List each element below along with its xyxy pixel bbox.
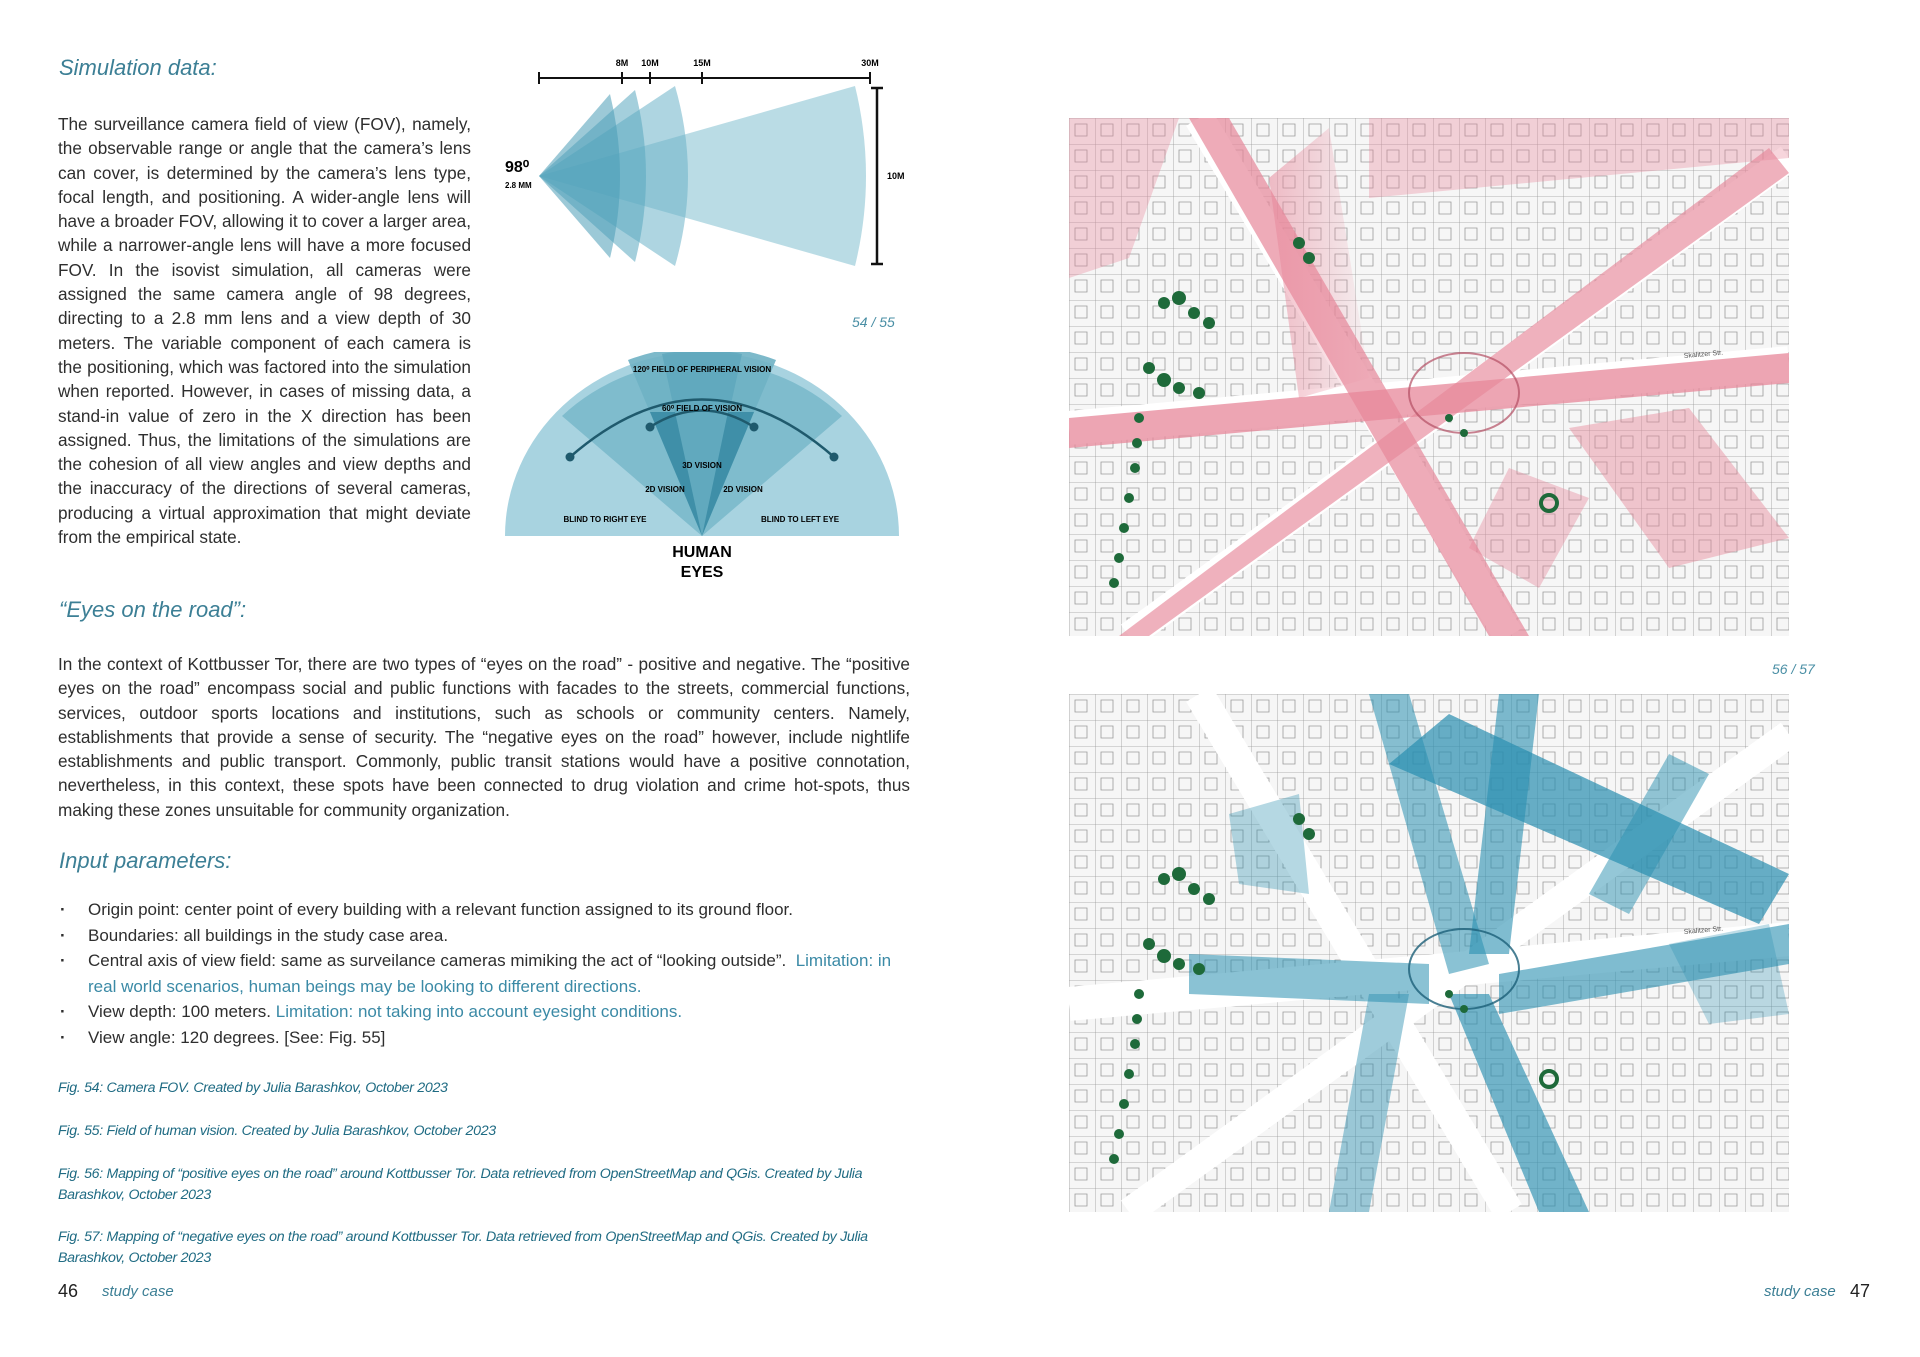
blind-right-label: BLIND TO RIGHT EYE [563,515,647,524]
input-parameters-list [58,897,918,1050]
caption-fig57: Fig. 57: Mapping of “negative eyes on the road” around Kottbusser Tor. Data retrieved from OpenStreetMap and QGis. Created by Julia Barashkov, October 2023 [58,1229,868,1266]
simulation-paragraph: The surveillance camera field of view (FOV), namely, the observable range or angle that the camera’s lens can cover, is determined by the camera’s lens type, focal length, and positioning. A wider-angle lens will have a broader FOV, allowing it to cover a larger area, while a narrower-angle lens will have a more focused FOV. In the isovist simulation, all cameras were assigned the same camera angle of 98 degrees, directing to a 2.8 mm lens and a view depth of 30 meters. The variable component of each camera is the positioning, which was factored into the simulation when reported. However, in cases of missing data, a stand-in value of zero in the X direction has been assigned. Thus, the limitations of the simulations are the cohesion of all view angles and view depths and the inaccuracy of the directions of several cameras, producing a virtual approximation that might deviate from the empirical state. [58,114,471,548]
vision3d-label: 3D VISION [682,461,722,470]
peripheral-label: 120⁰ FIELD OF PERIPHERAL VISION [632,365,772,374]
distance-label-30m: 30M [861,58,879,68]
figure-ref-54-55: 54 / 55 [852,314,895,330]
footer-label-left: study case [102,1283,174,1300]
negative-eyes-map [1069,694,1789,1212]
positive-eyes-map [1069,118,1789,636]
vision2d-left-label: 2D VISION [645,485,685,494]
eyes-on-road-paragraph: In the context of Kottbusser Tor, there are two types of “eyes on the road” - positive and negative. The “positive eyes on the road” encompass social and public functions with facades to the streets, commercial functions, services, outdoor sports locations and institutions, such as schools or community centers. Namely, establishments that provide a sense of security. The “negative eyes on the road” however, include nightlife establishments and public transport. Commonly, public transit stations would have a positive connotation, nevertheless, in this context, these spots have been connected to drug violation and crime hot-spots, thus making these zones unsuitable for community organization. [58,654,910,820]
street-label: Skalitzer Str. [1683,349,1724,360]
human-vision-diagram [500,352,905,592]
footer-label-right: study case [1764,1283,1836,1300]
eyes-on-road-heading: “Eyes on the road”: [59,597,247,622]
street-label: Skalitzer Str. [1683,925,1724,936]
arc-end-dot [750,423,759,432]
caption-fig55: Fig. 55: Field of human vision. Created by Julia Barashkov, October 2023 [58,1123,496,1139]
camera-fov-diagram [495,50,915,275]
lens-label: 2.8 MM [505,181,532,190]
caption-fig54: Fig. 54: Camera FOV. Created by Julia Barashkov, October 2023 [58,1080,448,1096]
human-eyes-title-line2: EYES [680,564,724,581]
fov-angle-label: 98⁰ [505,159,530,176]
field60-label: 60⁰ FIELD OF VISION [661,404,743,413]
arc-end-dot [566,453,575,462]
list-item: · View depth: 100 meters. Limitation: not taking into account eyesight conditions. [58,999,918,1025]
figure-ref-56-57: 56 / 57 [1772,661,1815,677]
distance-label-10m: 10M [641,58,659,68]
limitation-note: Limitation: in real world scenarios, human beings may be looking to different directions. [88,951,892,996]
input-parameters-heading: Input parameters: [59,848,232,873]
fov-wedge-8m [539,94,620,258]
simulation-heading: Simulation data: [59,55,217,80]
list-item: · Central axis of view field: same as surveilance cameras mimiking the act of “looking outside”. Limitation: in real world scenarios, human beings may be looking to different directions. [58,948,918,999]
human-eyes-title-line1: HUMAN [672,544,732,561]
caption-fig56: Fig. 56: Mapping of “positive eyes on the road” around Kottbusser Tor. Data retrieved from OpenStreetMap and QGis. Created by Julia Barashkov, October 2023 [58,1166,863,1203]
list-item: · Origin point: center point of every building with a relevant function assigned to its ground floor. [58,897,918,923]
page-number-left: 46 [58,1281,79,1301]
vision2d-right-label: 2D VISION [723,485,763,494]
list-item: · Boundaries: all buildings in the study case area. [58,923,918,949]
width-label: 10M [887,171,905,181]
arc-end-dot [830,453,839,462]
page-number-right: 47 [1850,1281,1871,1301]
distance-label-8m: 8M [615,58,629,68]
limitation-note: Limitation: not taking into account eyesight conditions. [275,1002,683,1021]
blind-left-label: BLIND TO LEFT EYE [760,515,840,524]
list-item: · View angle: 120 degrees. [See: Fig. 55] [58,1025,918,1051]
distance-label-15m: 15M [693,58,711,68]
arc-end-dot [646,423,655,432]
